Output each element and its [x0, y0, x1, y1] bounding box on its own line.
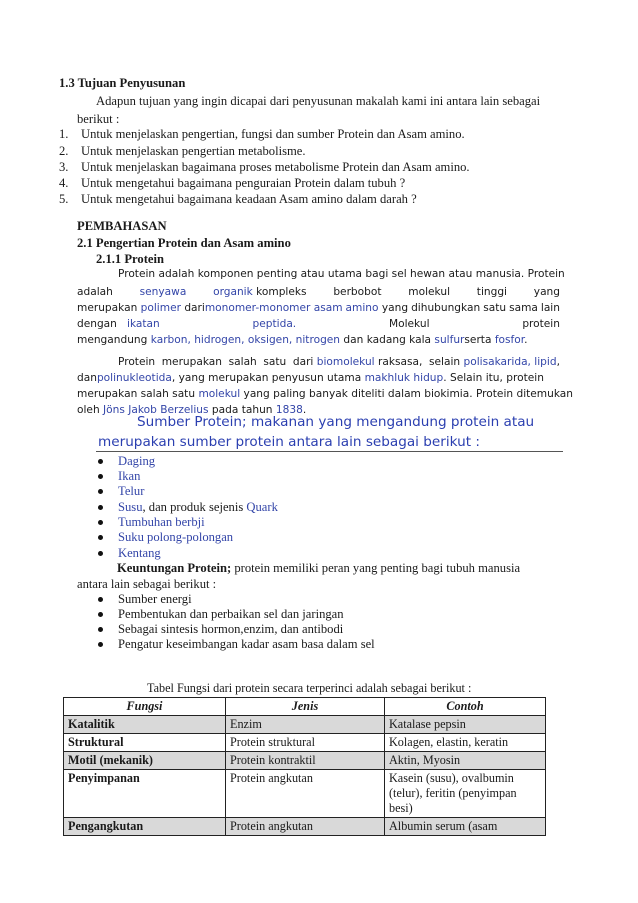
- link-sulfur[interactable]: sulfur: [434, 334, 465, 346]
- keuntungan-line2: antara lain sebagai berikut :: [77, 577, 217, 591]
- link-amino[interactable]: amino: [345, 302, 379, 314]
- link-elements[interactable]: karbon, hidrogen, oksigen, nitrogen: [150, 334, 341, 346]
- cell-jenis: Protein angkutan: [226, 818, 385, 836]
- cell-contoh: Kasein (susu), ovalbumin (telur), feritin (penyimpan besi): [385, 770, 546, 818]
- objective-item: 1. Untuk menjelaskan pengertian, fungsi dan sumber Protein dan Asam amino.: [59, 127, 465, 141]
- list-item[interactable]: Ikan: [98, 469, 140, 484]
- link-1838[interactable]: 1838: [275, 404, 303, 416]
- bullet-icon: [98, 535, 103, 540]
- bullet-icon: [98, 642, 103, 647]
- cell-jenis: Protein struktural: [226, 734, 385, 752]
- para2-line3: merupakan salah satu molekul yang paling banyak diteliti dalam biokimia. Protein ditemukan: [77, 388, 573, 400]
- para1-line2: adalah senyawa organik kompleks berbobot molekul tinggi yang: [77, 286, 560, 298]
- para1-line1: Protein adalah komponen penting atau utama bagi sel hewan atau manusia. Protein: [118, 268, 565, 280]
- para2-line1: Protein merupakan salah satu dari biomolekul raksasa, selain polisakarida, lipid,: [118, 356, 560, 368]
- para1-line4: dengan ikatan peptida. Molekul protein: [77, 318, 560, 330]
- para2-line2: danpolinukleotida, yang merupakan penyusun utama makhluk hidup. Selain itu, protein: [77, 372, 544, 384]
- header-fungsi: Fungsi: [64, 698, 226, 716]
- list-item[interactable]: Suku polong-polongan: [98, 530, 233, 545]
- link-susu[interactable]: Susu: [118, 500, 143, 514]
- bullet-icon: [98, 474, 103, 479]
- list-item[interactable]: Kentang: [98, 546, 161, 561]
- cell-contoh: Katalase pepsin: [385, 716, 546, 734]
- para1-line5: mengandung karbon, hidrogen, oksigen, nitrogen dan kadang kala sulfurserta fosfor.: [77, 334, 528, 346]
- cell-jenis: Protein kontraktil: [226, 752, 385, 770]
- table-row: [64, 818, 546, 836]
- objective-item: 3. Untuk menjelaskan bagaimana proses metabolisme Protein dan Asam amino.: [59, 160, 470, 174]
- link-senyawa[interactable]: senyawa: [139, 286, 187, 298]
- bullet-icon: [98, 459, 103, 464]
- cell-contoh: Albumin serum (asam: [385, 818, 546, 836]
- link-peptida[interactable]: peptida.: [252, 318, 297, 330]
- cell-fungsi: Katalitik: [64, 716, 226, 734]
- table-caption: Tabel Fungsi dari protein secara terperinci adalah sebagai berikut :: [147, 681, 472, 695]
- link-biomolekul[interactable]: biomolekul: [316, 356, 375, 368]
- link-monomer[interactable]: monomer-monomer asam: [204, 302, 343, 314]
- bullet-icon: [98, 489, 103, 494]
- link-polisakarida[interactable]: polisakarida, lipid: [463, 356, 557, 368]
- list-item: Susu, dan produk sejenis Quark: [98, 500, 278, 515]
- cell-jenis: Enzim: [226, 716, 385, 734]
- protein-function-table: [63, 697, 546, 836]
- table-row: [64, 770, 546, 818]
- subsection-title-2-1-1: 2.1.1 Protein: [96, 252, 164, 266]
- table-header-row: [64, 698, 546, 716]
- link-ikatan[interactable]: ikatan: [127, 318, 160, 330]
- link-makhluk-hidup[interactable]: makhluk hidup: [364, 372, 444, 384]
- objective-item: 4. Untuk mengetahui bagaimana penguraian Protein dalam tubuh ?: [59, 176, 406, 190]
- link-organik[interactable]: organik: [213, 286, 253, 298]
- table-row: [64, 752, 546, 770]
- para2-line4: oleh Jöns Jakob Berzelius pada tahun 1838.: [77, 404, 307, 416]
- bullet-icon: [98, 627, 103, 632]
- cell-contoh: Kolagen, elastin, keratin: [385, 734, 546, 752]
- header-jenis: Jenis: [226, 698, 385, 716]
- cell-fungsi: Struktural: [64, 734, 226, 752]
- table-row: [64, 716, 546, 734]
- section-title-tujuan: 1.3 Tujuan Penyusunan: [59, 76, 186, 90]
- keuntungan-line1: Keuntungan Protein; protein memiliki peran yang penting bagi tubuh manusia: [117, 561, 521, 575]
- sumber-divider: [96, 451, 563, 452]
- bullet-icon: [98, 505, 103, 510]
- cell-jenis: Protein angkutan: [226, 770, 385, 818]
- objective-item: 2. Untuk menjelaskan pengertian metabolisme.: [59, 144, 306, 158]
- link-quark[interactable]: Quark: [246, 500, 278, 514]
- link-polimer[interactable]: polimer: [140, 302, 181, 314]
- cell-fungsi: Pengangkutan: [64, 818, 226, 836]
- bullet-icon: [98, 520, 103, 525]
- list-item[interactable]: Telur: [98, 484, 144, 499]
- intro-text-line2: berikut :: [77, 112, 120, 126]
- list-item[interactable]: Daging: [98, 454, 155, 469]
- list-item[interactable]: Tumbuhan berbji: [98, 515, 205, 530]
- sumber-heading-line1: Sumber Protein; makanan yang mengandung protein atau: [137, 414, 535, 430]
- link-berzelius[interactable]: Jöns Jakob Berzelius: [103, 404, 209, 416]
- cell-contoh: Aktin, Myosin: [385, 752, 546, 770]
- list-item: Pembentukan dan perbaikan sel dan jaringan: [98, 607, 344, 622]
- sumber-heading-line2: merupakan sumber protein antara lain sebagai berikut :: [98, 434, 480, 450]
- bullet-icon: [98, 551, 103, 556]
- header-contoh: Contoh: [385, 698, 546, 716]
- link-fosfor[interactable]: fosfor: [494, 334, 525, 346]
- cell-fungsi: Penyimpanan: [64, 770, 226, 818]
- list-item: Sebagai sintesis hormon,enzim, dan antibodi: [98, 622, 343, 637]
- intro-text-line1: Adapun tujuan yang ingin dicapai dari penyusunan makalah kami ini antara lain sebagai: [96, 94, 541, 108]
- link-molekul[interactable]: molekul: [198, 388, 241, 400]
- list-item: Sumber energi: [98, 592, 192, 607]
- para1-line3: merupakan polimer darimonomer-monomer asam amino yang dihubungkan satu sama lain: [77, 302, 560, 314]
- objective-item: 5. Untuk mengetahui bagaimana keadaan Asam amino dalam darah ?: [59, 192, 417, 206]
- bullet-icon: [98, 597, 103, 602]
- table-row: [64, 734, 546, 752]
- list-item: Pengatur keseimbangan kadar asam basa dalam sel: [98, 637, 375, 652]
- section-title-pembahasan: PEMBAHASAN: [77, 219, 167, 233]
- link-polinukleotida[interactable]: polinukleotida: [96, 372, 172, 384]
- subsection-title-2-1: 2.1 Pengertian Protein dan Asam amino: [77, 236, 291, 250]
- cell-fungsi: Motil (mekanik): [64, 752, 226, 770]
- bullet-icon: [98, 612, 103, 617]
